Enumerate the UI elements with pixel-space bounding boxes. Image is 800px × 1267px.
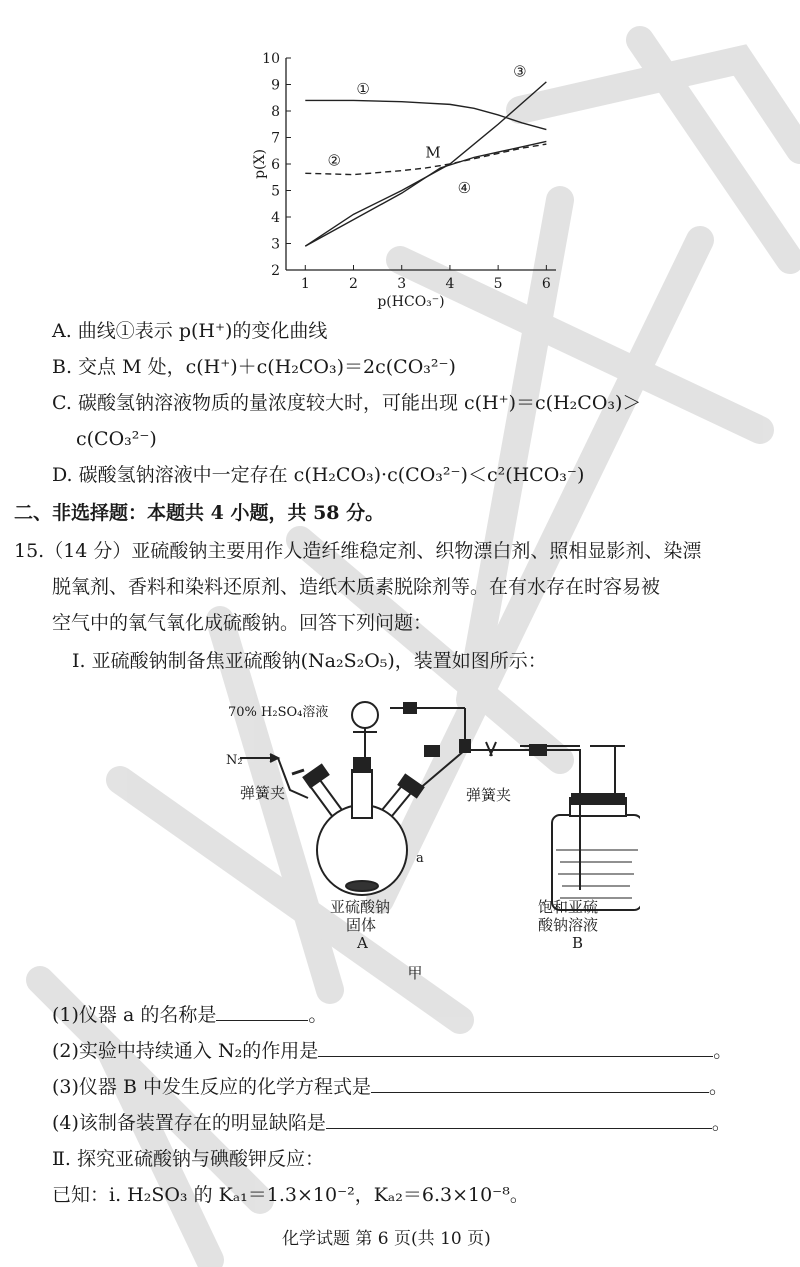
y-axis-label: p(X) — [252, 149, 268, 179]
question-1-text: (1)仪器 a 的名称是 — [52, 1004, 217, 1026]
option-a: A. 曲线①表示 p(H⁺)的变化曲线 — [52, 320, 328, 342]
clamp-right-label: 弹簧夹 — [466, 786, 512, 804]
figure-title: 甲 — [407, 964, 423, 982]
x-tick-label: 1 — [300, 276, 310, 292]
clamp-left-label: 弹簧夹 — [240, 784, 286, 802]
question-3 — [52, 1072, 728, 1100]
question-4 — [52, 1108, 731, 1136]
option-c-line1: C. 碳酸氢钠溶液物质的量浓度较大时，可能出现 c(H⁺)＝c(H₂CO₃)＞ — [52, 392, 642, 414]
q15-line3: 空气中的氧气氧化成硫酸钠。回答下列问题： — [52, 612, 433, 634]
option-d: D. 碳酸氢钠溶液中一定存在 c(H₂CO₃)·c(CO₃²⁻)＜c²(HCO₃⁻) — [52, 464, 585, 486]
chart-annotation: ④ — [457, 179, 472, 198]
x-tick-label: 3 — [397, 276, 407, 292]
option-c-line2: c(CO₃²⁻) — [76, 428, 157, 450]
b-caption-1: 饱和亚硫 — [538, 898, 599, 916]
b-caption-2: 酸钠溶液 — [538, 916, 599, 934]
chart-annotation: ② — [327, 151, 341, 170]
question-2-text: (2)实验中持续通入 N₂的作用是 — [52, 1040, 319, 1062]
acid-label: 70% H₂SO₄溶液 — [228, 705, 329, 720]
question-1 — [52, 1000, 327, 1028]
question-2 — [52, 1036, 732, 1064]
question-4-text: (4)该制备装置存在的明显缺陷是 — [52, 1112, 326, 1134]
a-caption-3: A — [357, 934, 368, 952]
x-tick-label: 6 — [541, 276, 551, 292]
chart-annotation: ③ — [513, 62, 527, 81]
q15-line2: 脱氧剂、香料和染料还原剂、造纸木质素脱除剂等。在有水存在时容易被 — [52, 576, 661, 598]
series-line-3 — [305, 79, 546, 246]
y-tick-label: 9 — [271, 77, 280, 94]
period-4: 。 — [711, 1112, 731, 1134]
y-tick-label: 8 — [271, 104, 280, 120]
answer-blank-4[interactable] — [326, 1108, 712, 1129]
x-tick-label: 4 — [445, 276, 455, 292]
a-caption-1: 亚硫酸钠 — [330, 898, 391, 916]
question-3-text: (3)仪器 B 中发生反应的化学方程式是 — [52, 1076, 371, 1098]
q15-part2: Ⅱ. 探究亚硫酸钠与碘酸钾反应： — [52, 1148, 324, 1170]
instrument-a-label: a — [416, 851, 424, 866]
x-axis-label: p(HCO₃⁻) — [377, 294, 445, 310]
ph-chart — [250, 40, 580, 310]
answer-blank-1[interactable] — [216, 1000, 308, 1021]
apparatus-diagram — [220, 690, 640, 960]
period-3: 。 — [708, 1076, 728, 1098]
y-tick-label: 2 — [271, 263, 280, 279]
q15-line1: 15.（14 分）亚硫酸钠主要用作人造纤维稳定剂、织物漂白剂、照相显影剂、染漂 — [14, 540, 702, 562]
y-tick-label: 3 — [271, 236, 280, 253]
y-tick-label: 10 — [262, 51, 280, 67]
answer-blank-3[interactable] — [371, 1072, 709, 1093]
y-tick-label: 6 — [271, 157, 280, 173]
a-caption-2: 固体 — [346, 916, 377, 934]
y-tick-label: 4 — [271, 210, 280, 226]
b-caption-3: B — [572, 934, 584, 952]
n2-label: N₂ — [226, 753, 243, 768]
q15-part1: Ⅰ. 亚硫酸钠制备焦亚硫酸钠(Na₂S₂O₅)，装置如图所示： — [72, 650, 547, 672]
section-heading: 二、非选择题：本题共 4 小题，共 58 分。 — [14, 502, 385, 524]
page-footer: 化学试题 第 6 页(共 10 页) — [282, 1229, 491, 1249]
y-tick-label: 5 — [271, 183, 280, 200]
y-tick-label: 7 — [271, 130, 280, 147]
option-b: B. 交点 M 处，c(H⁺)＋c(H₂CO₃)＝2c(CO₃²⁻) — [52, 356, 456, 378]
period-2: 。 — [713, 1040, 733, 1062]
x-tick-label: 5 — [493, 276, 503, 292]
period-1: 。 — [308, 1004, 328, 1026]
answer-blank-2[interactable] — [318, 1036, 713, 1057]
x-tick-label: 2 — [349, 276, 358, 292]
series-line-1 — [305, 100, 546, 129]
known-constants: 已知：i. H₂SO₃ 的 Kₐ₁＝1.3×10⁻²，Kₐ₂＝6.3×10⁻⁸。 — [52, 1184, 529, 1206]
chart-annotation: ① — [356, 79, 370, 98]
chart-annotation: M — [425, 143, 441, 162]
